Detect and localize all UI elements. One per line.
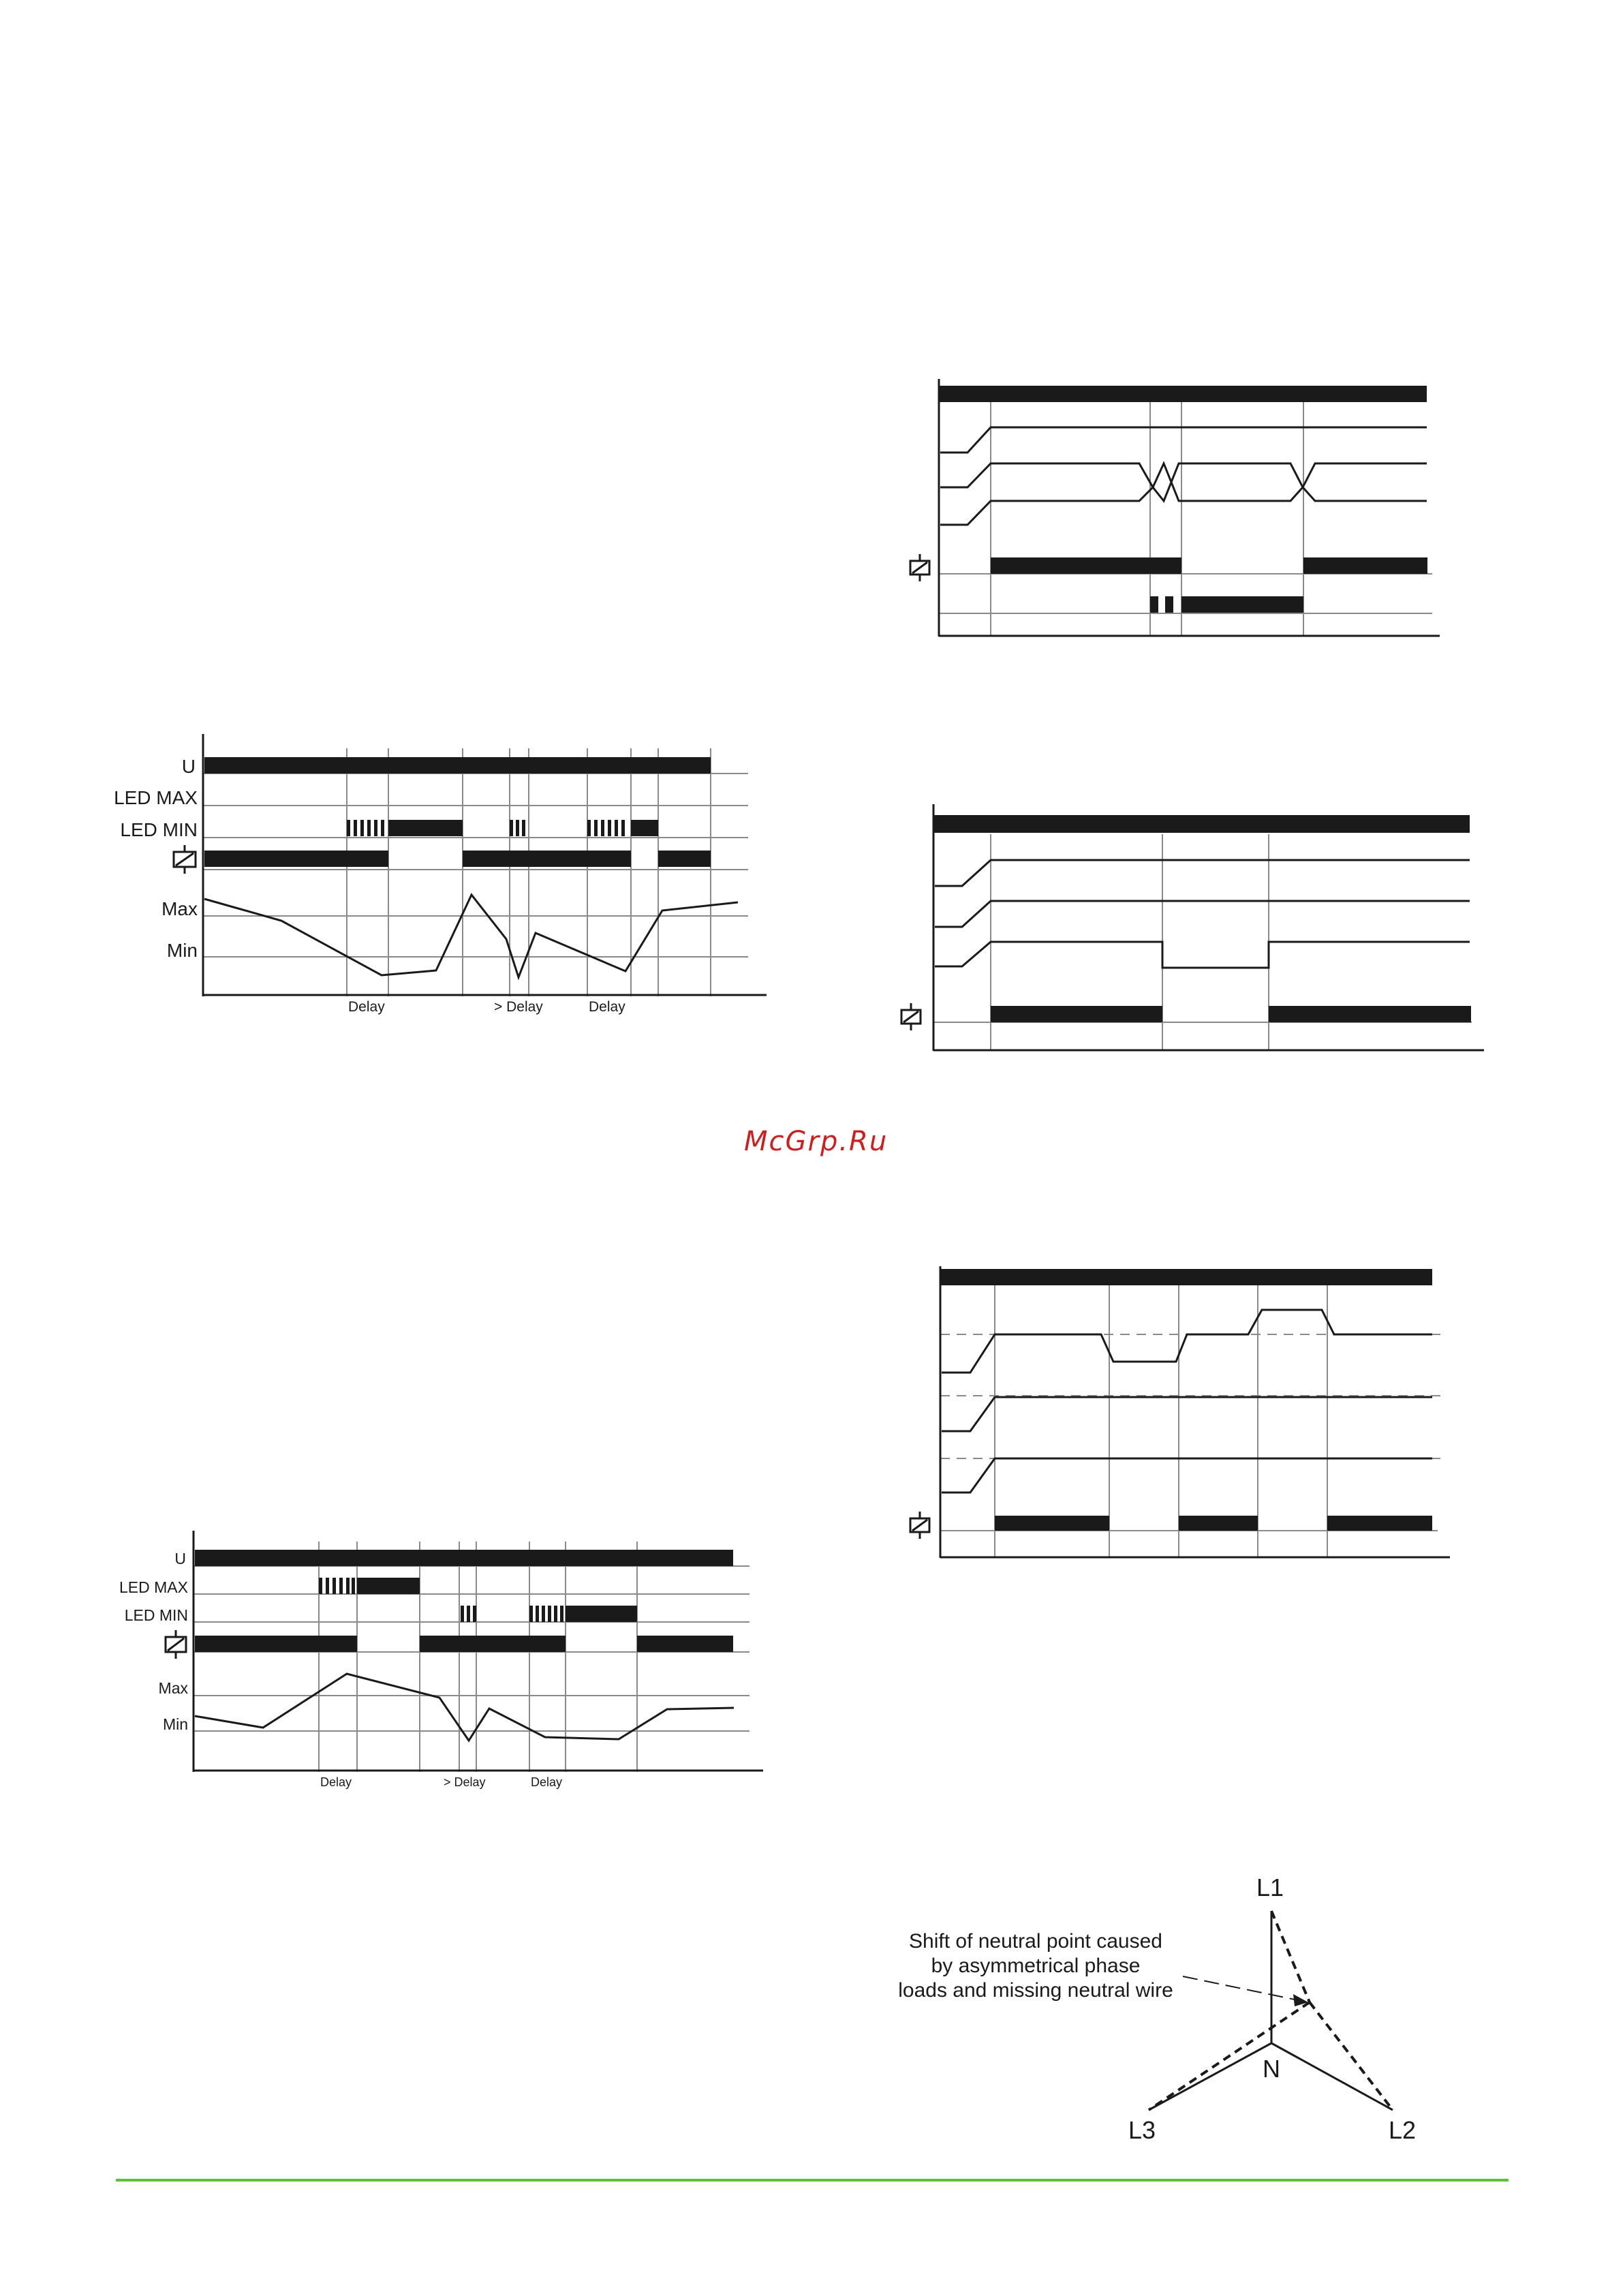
callout-text-line: by asymmetrical phase — [931, 1955, 1141, 1977]
phase-label-l1: L1 — [1256, 1873, 1284, 1901]
phase-label-l2: L2 — [1388, 2116, 1417, 2144]
callout-text-line: loads and missing neutral wire — [898, 1979, 1173, 2002]
delay-label: Delay — [589, 999, 625, 1015]
row-label-led-min: LED MIN — [124, 1606, 188, 1624]
watermark: McGrp.Ru — [744, 1126, 888, 1157]
row-label-led-max: LED MAX — [119, 1578, 188, 1596]
delay-label: Delay — [320, 1775, 352, 1789]
delay-label: Delay — [348, 999, 385, 1015]
row-label-u: U — [181, 756, 196, 777]
row-label-led-max: LED MAX — [114, 787, 198, 808]
delay-label: > Delay — [444, 1775, 486, 1789]
row-label-u: U — [174, 1550, 186, 1567]
row-label-min: Min — [162, 1715, 188, 1733]
neutral-label: N — [1263, 2055, 1280, 2083]
callout-text-line: Shift of neutral point caused — [909, 1930, 1162, 1953]
phase-label-l3: L3 — [1128, 2116, 1156, 2144]
callout-pointer — [1183, 1976, 1301, 2001]
row-label-max: Max — [161, 898, 198, 919]
delay-label: > Delay — [494, 999, 543, 1015]
row-label-led-min: LED MIN — [120, 819, 198, 840]
row-label-min: Min — [166, 940, 198, 961]
delay-label: Delay — [531, 1775, 563, 1789]
footer-divider — [116, 2179, 1509, 2182]
row-label-max: Max — [158, 1679, 188, 1697]
